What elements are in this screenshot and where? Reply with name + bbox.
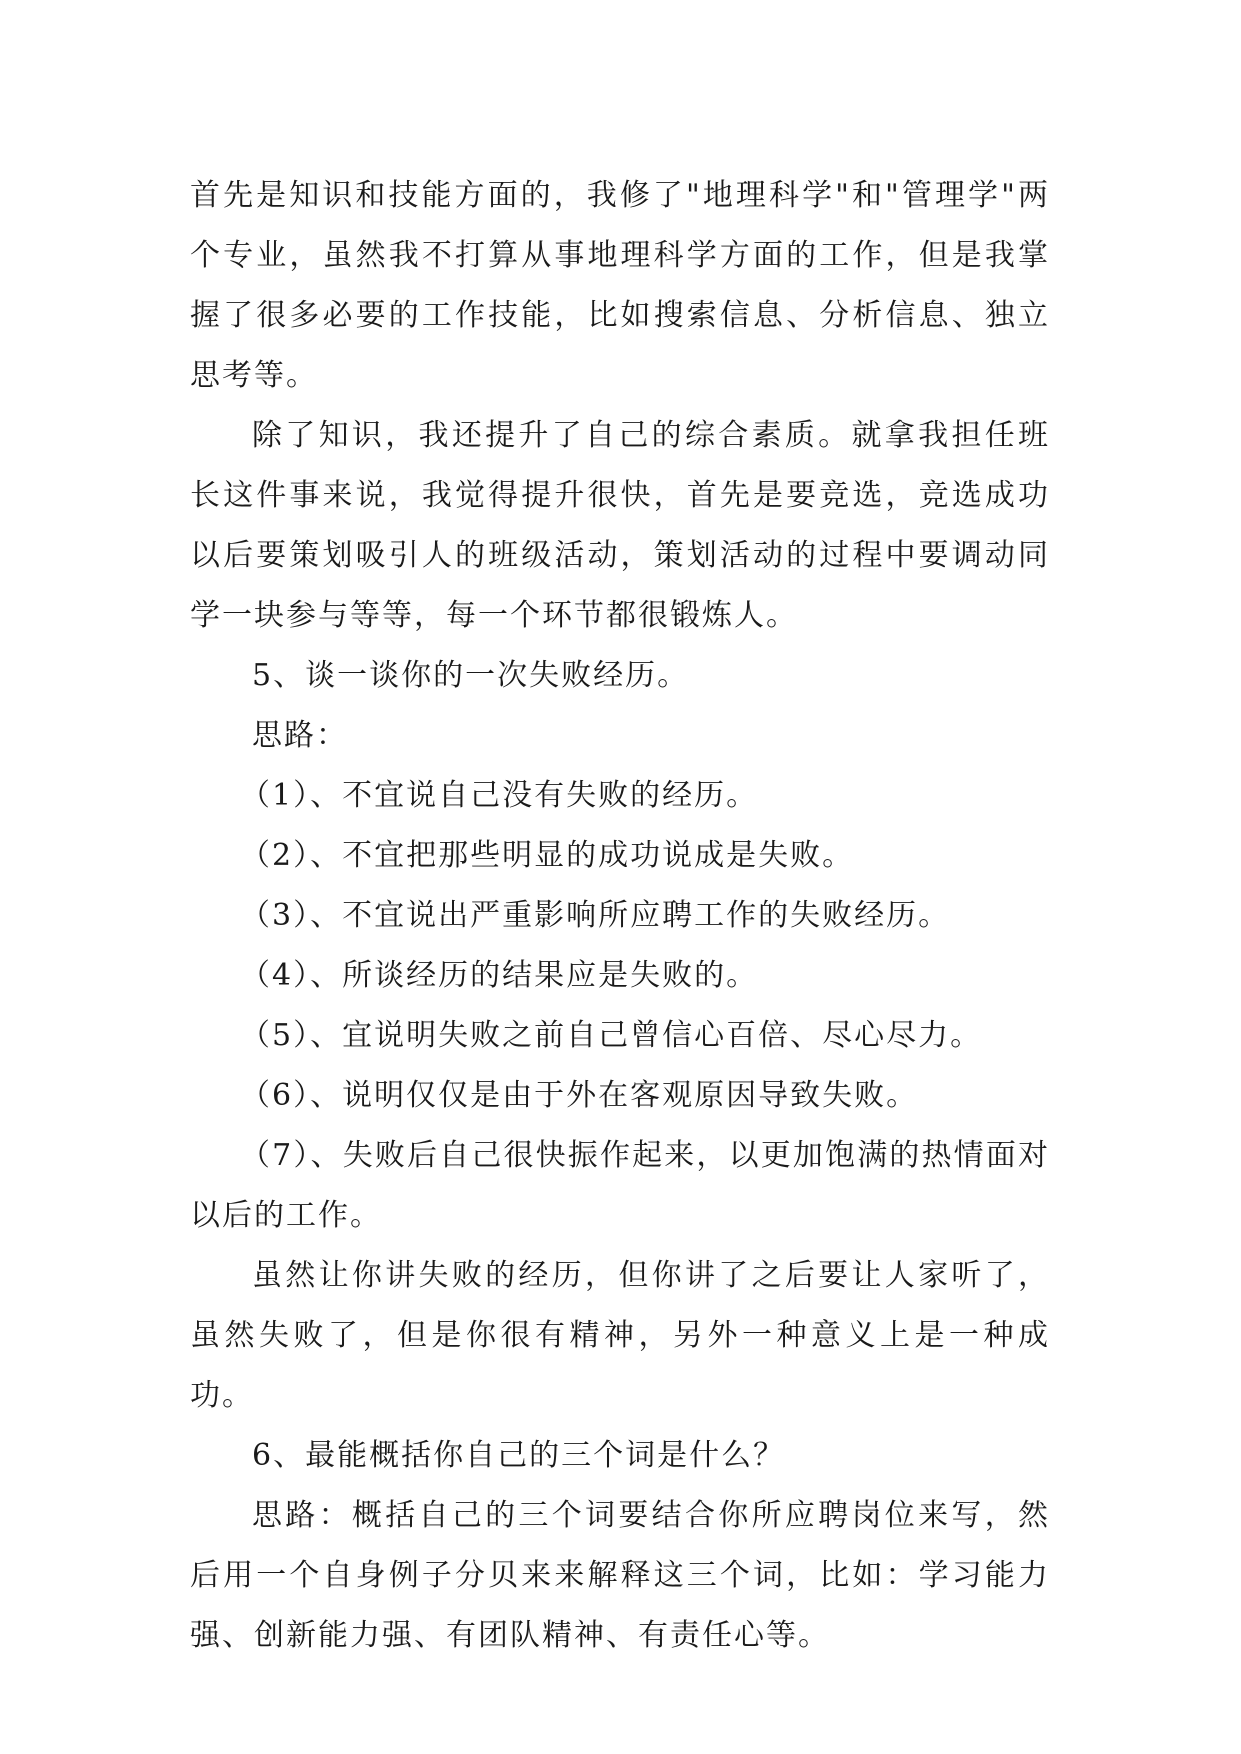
- paragraph-failure-advice: 虽然让你讲失败的经历，但你讲了之后要让人家听了，虽然失败了，但是你很有精神，另外一种意义上是一种成功。: [190, 1258, 1050, 1413]
- paragraph-overall-quality: 除了知识，我还提升了自己的综合素质。就拿我担任班长这件事来说，我觉得提升很快，首先是要竞选，竞选成功以后要策划吸引人的班级活动，策划活动的过程中要调动同学一块参与等等，每一个环节都很锻炼人。: [190, 418, 1050, 633]
- hint-item-4: （4）、所谈经历的结果应是失败的。: [240, 958, 759, 993]
- document-body: [190, 166, 1050, 1666]
- question-5-hint-label: 思路：: [252, 718, 348, 753]
- question-6-heading: 6、最能概括你自己的三个词是什么？: [252, 1438, 786, 1473]
- hint-item-3: （3）、不宜说出严重影响所应聘工作的失败经历。: [240, 898, 951, 933]
- paragraph-three-words-hint: 思路：概括自己的三个词要结合你所应聘岗位来写，然后用一个自身例子分贝来来解释这三个词，比如：学习能力强、创新能力强、有团队精神、有责任心等。: [190, 1498, 1050, 1653]
- hint-item-1: （1）、不宜说自己没有失败的经历。: [240, 778, 759, 813]
- hint-item-5: （5）、宜说明失败之前自己曾信心百倍、尽心尽力。: [240, 1018, 983, 1053]
- paragraph-knowledge-skills: 首先是知识和技能方面的，我修了"地理科学"和"管理学"两个专业，虽然我不打算从事地理科学方面的工作，但是我掌握了很多必要的工作技能，比如搜索信息、分析信息、独立思考等。: [190, 178, 1050, 393]
- hint-item-7: （7）、失败后自己很快振作起来，以更加饱满的热情面对以后的工作。: [190, 1138, 1050, 1233]
- hint-item-2: （2）、不宜把那些明显的成功说成是失败。: [240, 838, 855, 873]
- hint-item-6: （6）、说明仅仅是由于外在客观原因导致失败。: [240, 1078, 919, 1113]
- question-5-heading: 5、谈一谈你的一次失败经历。: [252, 658, 690, 693]
